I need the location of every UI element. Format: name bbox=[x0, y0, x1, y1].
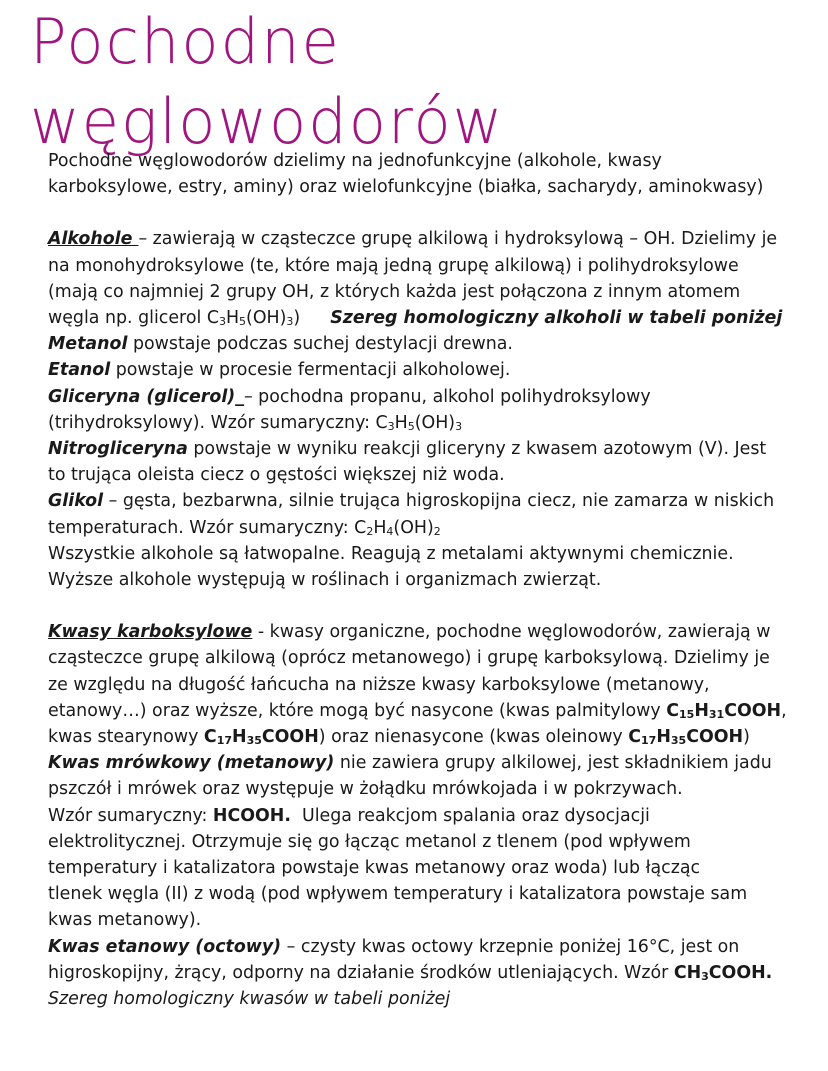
alkohole-summary-line: Wyższe alkohole występują w roślinach i organizmach zwierząt. bbox=[48, 570, 602, 591]
alkohole-table-reference: Szereg homologiczny alkoholi w tabeli poniżej bbox=[330, 308, 783, 329]
text: – czysty kwas octowy krzepnie poniżej 16°C, jest on bbox=[281, 936, 740, 957]
text: (trihydroksylowy). Wzór sumaryczny: C bbox=[48, 412, 388, 433]
kwasy-table-reference: Szereg homologiczny kwasów w tabeli poniżej bbox=[48, 989, 451, 1010]
octowy-line bbox=[48, 960, 788, 986]
page-title: Pochodne węglowodorów bbox=[30, 5, 505, 158]
subscript: 5 bbox=[239, 315, 247, 329]
mrowkowy-line: temperatury i katalizatora powstaje kwas metanowy oraz woda) lub łącząc bbox=[48, 858, 701, 879]
kwasy-line: ze względu na długość łańcucha na niższe kwasy karboksylowe (metanowy, bbox=[48, 674, 710, 695]
mrowkowy-line: kwas metanowy). bbox=[48, 910, 202, 931]
kwasy-heading: Kwasy karboksylowe bbox=[48, 622, 253, 643]
text: powstaje podczas suchej destylacji drewna. bbox=[127, 334, 513, 355]
subscript: 3 bbox=[387, 419, 395, 433]
intro-paragraph bbox=[48, 148, 788, 200]
text: ) oraz nienasycone (kwas oleinowy bbox=[318, 727, 629, 748]
spacer bbox=[48, 200, 788, 226]
term-metanol: Metanol bbox=[48, 334, 128, 355]
term-glikol: Glikol bbox=[48, 491, 104, 512]
text: ) bbox=[293, 308, 301, 329]
spacer bbox=[48, 593, 788, 619]
intro-line: karboksylowe, estry, aminy) oraz wielofunkcyjne (białka, sacharydy, aminokwasy) bbox=[48, 177, 764, 198]
text: powstaje w wyniku reakcji gliceryny z kwasem azotowym (V). Jest bbox=[187, 439, 767, 460]
kwasy-line bbox=[48, 724, 788, 750]
term-etanol: Etanol bbox=[48, 360, 111, 381]
metanol-line bbox=[48, 331, 788, 357]
formula-oleinowy: $C_{17}H_{35}COOH$ bbox=[628, 727, 744, 748]
term-kwas-octowy: Kwas etanowy (octowy) bbox=[48, 936, 282, 957]
text: , bbox=[781, 700, 787, 721]
alkohole-section bbox=[48, 226, 788, 593]
mrowkowy-line: pszczół i mrówek oraz występuje w żołądku mrówkojada i w pokrzywach. bbox=[48, 779, 683, 800]
text: – pochodna propanu, alkohol polihydroksylowy bbox=[243, 386, 651, 407]
alkohole-line: (mają co najmniej 2 grupy OH, z których każda jest połączona z innym atomem bbox=[48, 281, 741, 302]
text: (OH) bbox=[393, 517, 434, 538]
subscript: 4 bbox=[386, 524, 394, 538]
text: powstaje w procesie fermentacji alkoholowej. bbox=[110, 360, 511, 381]
text: węgla np. glicerol C bbox=[48, 308, 219, 329]
formula-ch3cooh: $CH_3COOH$. bbox=[673, 962, 773, 983]
text: H bbox=[394, 412, 408, 433]
mrowkowy-line: tlenek węgla (II) z wodą (pod wpływem temperatury i katalizatora powstaje sam bbox=[48, 884, 748, 905]
formula-palmitylowy: $C_{15}H_{31}COOH$ bbox=[666, 700, 782, 721]
term-nitrogliceryna: Nitrogliceryna bbox=[48, 439, 188, 460]
alkohole-heading: Alkohole bbox=[48, 229, 139, 250]
nitrogliceryna-line bbox=[48, 436, 788, 462]
text: _ bbox=[235, 386, 244, 407]
subscript: 2 bbox=[366, 524, 374, 538]
term-kwas-mrowkowy: Kwas mrówkowy (metanowy) bbox=[48, 753, 335, 774]
text: temperaturach. Wzór sumaryczny: C bbox=[48, 517, 367, 538]
alkohole-line: na monohydroksylowe (te, które mają jedną grupę alkilową) i polihydroksylowe bbox=[48, 255, 739, 276]
gliceryna-line bbox=[48, 410, 788, 436]
text: H bbox=[225, 308, 240, 329]
alkohole-line bbox=[48, 226, 788, 252]
mrowkowy-line bbox=[48, 803, 788, 829]
text: H bbox=[373, 517, 387, 538]
octowy-line bbox=[48, 934, 788, 960]
glikol-line bbox=[48, 515, 788, 541]
intro-line: Pochodne węglowodorów dzielimy na jednofunkcyjne (alkohole, kwasy bbox=[48, 151, 662, 171]
subscript: 3 bbox=[455, 419, 463, 433]
term-gliceryna: Gliceryna (glicerol) bbox=[48, 386, 236, 407]
subscript: 5 bbox=[407, 419, 415, 433]
etanol-line bbox=[48, 357, 788, 383]
subscript: 2 bbox=[433, 524, 441, 538]
mrowkowy-line bbox=[48, 750, 788, 776]
nitrogliceryna-line: to trująca oleista ciecz o gęstości większej niż woda. bbox=[48, 465, 505, 486]
kwasy-section bbox=[48, 619, 788, 1012]
glikol-line bbox=[48, 488, 788, 514]
text: - kwasy organiczne, pochodne węglowodorów, zawierają w bbox=[252, 622, 771, 643]
text: Ulega reakcjom spalania oraz dysocjacji bbox=[290, 805, 650, 826]
alkohole-line bbox=[48, 305, 788, 331]
text: – zawierają w cząsteczce grupę alkilową i hydroksylową – OH. Dzielimy je bbox=[138, 229, 778, 250]
text: nie zawiera grupy alkilowej, jest składnikiem jadu bbox=[334, 753, 772, 774]
formula-stearynowy: $C_{17}H_{35}COOH$ bbox=[203, 727, 319, 748]
text: etanowy…) oraz wyższe, które mogą być nasycone (kwas palmitylowy bbox=[48, 700, 667, 721]
kwasy-line bbox=[48, 619, 788, 645]
formula-hcooh: HCOOH. bbox=[212, 805, 291, 826]
text: higroskopijny, żrący, odporny na działanie środków utleniających. Wzór bbox=[48, 962, 674, 983]
alkohole-summary-line: Wszystkie alkohole są łatwopalne. Reagują z metalami aktywnymi chemicznie. bbox=[48, 543, 734, 564]
subscript: 3 bbox=[218, 315, 226, 329]
mrowkowy-line: elektrolitycznej. Otrzymuje się go łącząc metanol z tlenem (pod wpływem bbox=[48, 831, 691, 852]
text: (OH) bbox=[414, 412, 456, 433]
text: (OH) bbox=[246, 308, 287, 329]
text: ) bbox=[743, 727, 750, 748]
subscript: 3 bbox=[286, 315, 294, 329]
text: Wzór sumaryczny: bbox=[48, 805, 213, 826]
kwasy-line: cząsteczce grupę alkilową (oprócz metanowego) i grupę karboksylową. Dzielimy je bbox=[48, 648, 770, 669]
gliceryna-line bbox=[48, 384, 788, 410]
document-body bbox=[48, 148, 788, 1012]
kwasy-line bbox=[48, 698, 788, 724]
text: – gęsta, bezbarwna, silnie trująca higroskopijna ciecz, nie zamarza w niskich bbox=[103, 491, 775, 512]
text: kwas stearynowy bbox=[48, 727, 204, 748]
